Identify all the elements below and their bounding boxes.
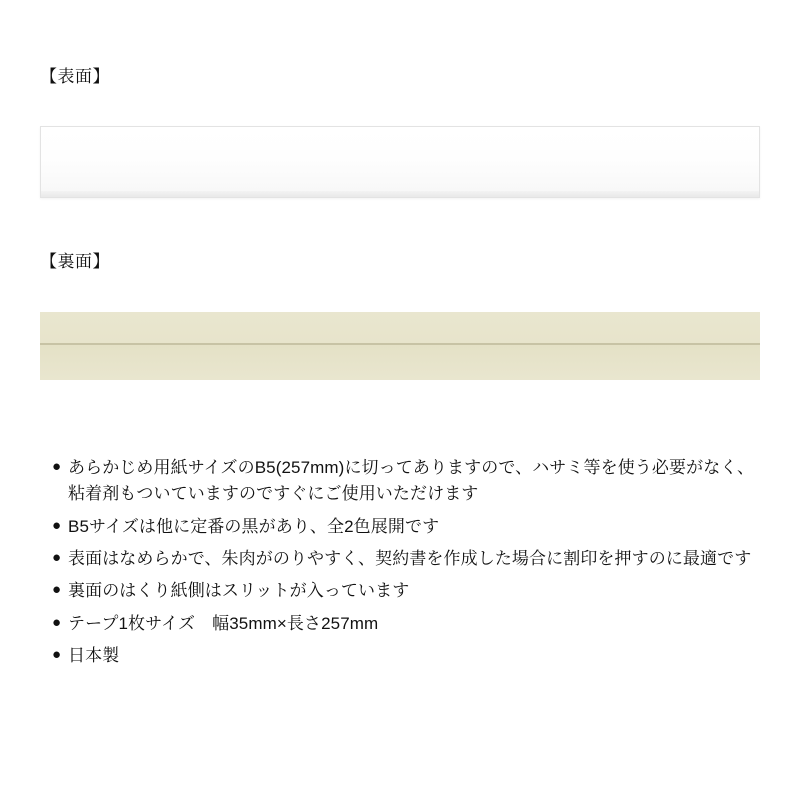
section-label-front: 【表面】 [40,67,110,86]
list-item-text: 裏面のはくり紙側はスリットが入っています [68,581,410,601]
list-item-text: テープ1枚サイズ 幅35mm×長さ257mm [68,613,379,633]
slit-line [40,343,760,345]
bullet-marker-icon: ● [52,613,62,631]
product-image-back-cream-tape [40,312,760,380]
bullet-marker-icon: ● [52,646,62,664]
bullet-marker-icon: ● [52,458,62,475]
list-item-text: 日本製 [68,646,120,666]
list-item-text: B5サイズは他に定番の黒があり、全2色展開です [68,516,440,536]
feature-bullet-list [52,455,764,675]
bullet-marker-icon: ● [52,516,62,534]
list-item-text: あらかじめ用紙サイズのB5(257mm)に切ってありますので、ハサミ等を使う必要がなく、粘着剤もついていますのですぐにご使用いただけます [68,458,755,504]
list-item-text: 表面はなめらかで、朱肉がのりやすく、契約書を作成した場合に割印を押すのに最適です [68,549,752,569]
list-item [52,546,764,572]
list-item [52,611,764,637]
list-item [52,455,764,508]
list-item [52,578,764,604]
list-item [52,514,764,540]
product-image-front-white-tape [40,126,760,198]
bullet-marker-icon: ● [52,549,62,567]
bullet-marker-icon: ● [52,581,62,599]
list-item [52,643,764,669]
section-label-back: 【裏面】 [40,252,110,271]
